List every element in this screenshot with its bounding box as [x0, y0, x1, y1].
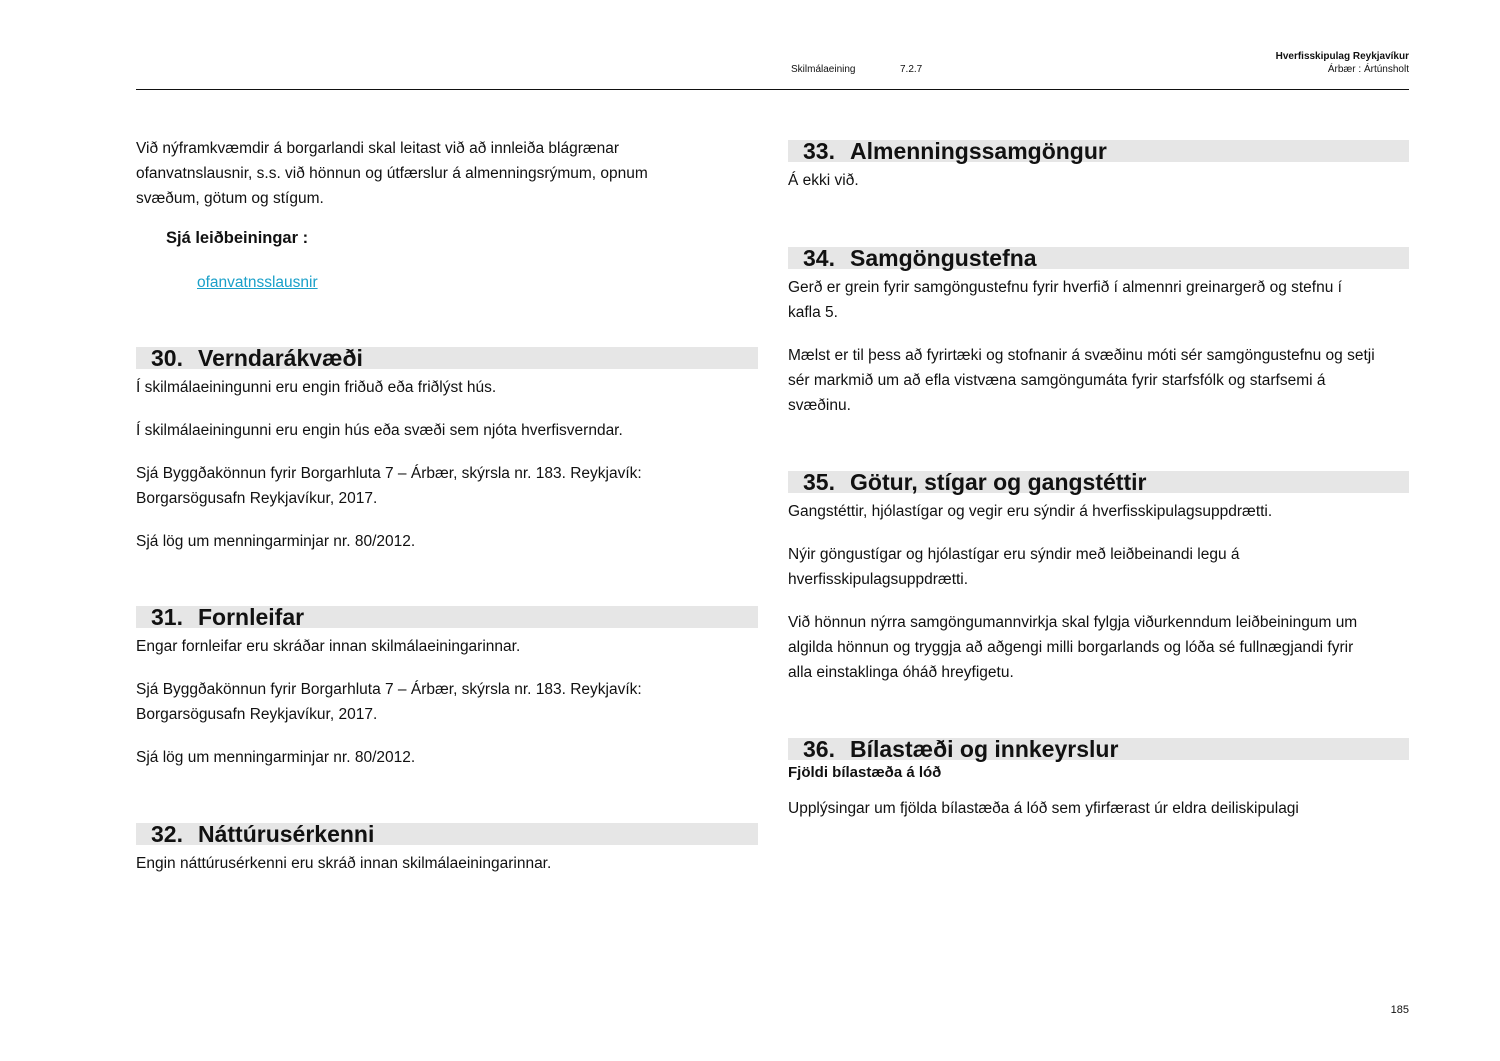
paragraph: Í skilmálaeiningunni eru engin hús eða svæði sem njóta hverfisverndar.	[136, 422, 623, 439]
section-35-heading	[788, 471, 1409, 493]
section-30	[136, 347, 758, 554]
header-doc-subtitle: Árbær : Ártúnsholt	[1327, 64, 1409, 75]
intro-paragraph: Við nýframkvæmdir á borgarlandi skal leitast við að innleiða blágrænar ofanvatnslausnir, s.s. við hönnun og útfærslur á almenningsrýmum, opnum svæðum, götum og stígum.	[136, 140, 648, 207]
section-32-heading	[136, 823, 758, 845]
paragraph: Mælst er til þess að fyrirtæki og stofnanir á svæðinu móti sér samgöngustefnu og setji sér markmið um að efla vistvæna samgöngumáta fyrir starfsfólk og starfsemi á svæðinu.	[788, 347, 1375, 414]
paragraph: Á ekki við.	[788, 172, 859, 189]
paragraph: Sjá Byggðakönnun fyrir Borgarhluta 7 – Árbær, skýrsla nr. 183. Reykjavík: Borgarsögusafn Reykjavíkur, 2017.	[136, 681, 642, 723]
section-33-heading	[788, 140, 1409, 162]
section-36	[788, 738, 1409, 821]
paragraph: Gangstéttir, hjólastígar og vegir eru sýndir á hverfisskipulagsuppdrætti.	[788, 503, 1273, 520]
section-title: Verndarákvæði	[198, 345, 363, 371]
paragraph: Í skilmálaeiningunni eru engin friðuð eða friðlýst hús.	[136, 379, 497, 396]
section-title: Samgöngustefna	[850, 245, 1037, 271]
header-unit-number: 7.2.7	[900, 64, 923, 75]
section-number: 35.	[803, 469, 835, 495]
paragraph: Gerð er grein fyrir samgöngustefnu fyrir hverfið í almennri greinargerð og stefnu í kafla 5.	[788, 279, 1342, 321]
section-number: 32.	[151, 821, 183, 847]
section-number: 31.	[151, 604, 183, 630]
section-32	[136, 823, 758, 876]
section-title: Götur, stígar og gangstéttir	[850, 469, 1147, 495]
paragraph: Sjá lög um menningarminjar nr. 80/2012.	[136, 749, 416, 766]
section-36-heading	[788, 738, 1409, 760]
left-column	[136, 136, 758, 872]
paragraph: Engar fornleifar eru skráðar innan skilmálaeiningarinnar.	[136, 638, 521, 655]
section-34-heading	[788, 247, 1409, 269]
section-number: 34.	[803, 245, 835, 271]
section-34	[788, 247, 1409, 418]
paragraph: Upplýsingar um fjölda bílastæða á lóð sem yfirfærast úr eldra deiliskipulagi	[788, 800, 1299, 817]
header-rule	[136, 89, 1409, 90]
section-number: 36.	[803, 736, 835, 762]
section-31	[136, 606, 758, 770]
section-number: 33.	[803, 138, 835, 164]
section-title: Almenningssamgöngur	[850, 138, 1107, 164]
section-35	[788, 471, 1409, 685]
section-30-heading	[136, 347, 758, 369]
section-33	[788, 140, 1409, 193]
section-number: 30.	[151, 345, 183, 371]
header-unit-label: Skilmálaeining	[791, 64, 856, 75]
header-doc-title: Hverfisskipulag Reykjavíkur	[1275, 51, 1409, 62]
section-title: Fornleifar	[198, 604, 305, 630]
section-31-heading	[136, 606, 758, 628]
guide-link[interactable]: ofanvatnsslausnir	[197, 274, 318, 291]
guide-label: Sjá leiðbeiningar :	[166, 229, 309, 247]
page-number: 185	[1390, 1004, 1409, 1016]
paragraph: Sjá lög um menningarminjar nr. 80/2012.	[136, 533, 416, 550]
paragraph: Nýir göngustígar og hjólastígar eru sýndir með leiðbeinandi legu á hverfisskipulagsuppdrætti.	[788, 546, 1240, 588]
section-title: Bílastæði og innkeyrslur	[850, 736, 1119, 762]
subheading: Fjöldi bílastæða á lóð	[788, 764, 942, 781]
paragraph: Engin náttúrusérkenni eru skráð innan skilmálaeiningarinnar.	[136, 855, 552, 872]
paragraph: Við hönnun nýrra samgöngumannvirkja skal fylgja viðurkenndum leiðbeiningum um algilda hönnun og tryggja að aðgengi milli borgarlands og lóða sé fullnægjandi fyrir alla einstaklinga óháð hreyfigetu.	[788, 614, 1358, 681]
paragraph: Sjá Byggðakönnun fyrir Borgarhluta 7 – Árbær, skýrsla nr. 183. Reykjavík: Borgarsögusafn Reykjavíkur, 2017.	[136, 465, 642, 507]
section-title: Náttúrusérkenni	[198, 821, 375, 847]
